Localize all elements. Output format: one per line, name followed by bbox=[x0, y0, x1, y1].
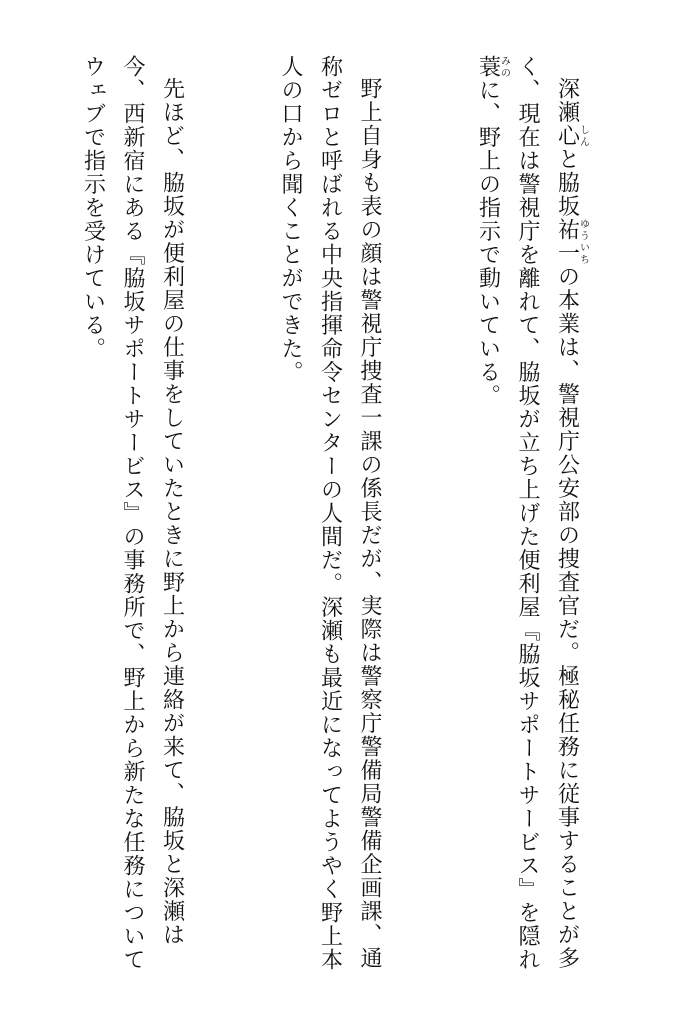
ruby-yuuichi: 祐一ゆういち bbox=[554, 218, 589, 265]
seg-7: に、野上の指示で動いている。 bbox=[475, 78, 501, 408]
vertical-text-block bbox=[0, 55, 667, 985]
paragraph-2: 野上自身も表の顔は警視庁捜査一課の係長だが、実際は警察庁警備局警備企画課、通称ゼロと呼ばれる中央指揮命令センターの人間だ。深瀬も最近になってようやく野上本人の口から聞くことができた。 bbox=[278, 55, 382, 972]
seg-1: 深瀬 bbox=[554, 77, 580, 124]
seg-3: と脇坂 bbox=[554, 147, 580, 218]
seg-5: の本業は、警視庁公安部の捜査官だ。極秘任務に従事することが多く、現在は警視庁を離れて、脇坂が立ち上げた便利屋『脇坂サポートサービス』を隠れ bbox=[515, 55, 580, 972]
paragraph-3: 先ほど、脇坂が便利屋の仕事をしていたときに野上から連絡が来て、脇坂と深瀬は今、西新宿にある『脇坂サポートサービス』の事務所で、野上から新たな任務についてウェブで指示を受けている。 bbox=[80, 55, 185, 972]
ruby-mino: 蓑みの bbox=[475, 55, 510, 79]
ruby-shin: 心しん bbox=[554, 124, 589, 148]
paragraph-1 bbox=[468, 55, 588, 985]
